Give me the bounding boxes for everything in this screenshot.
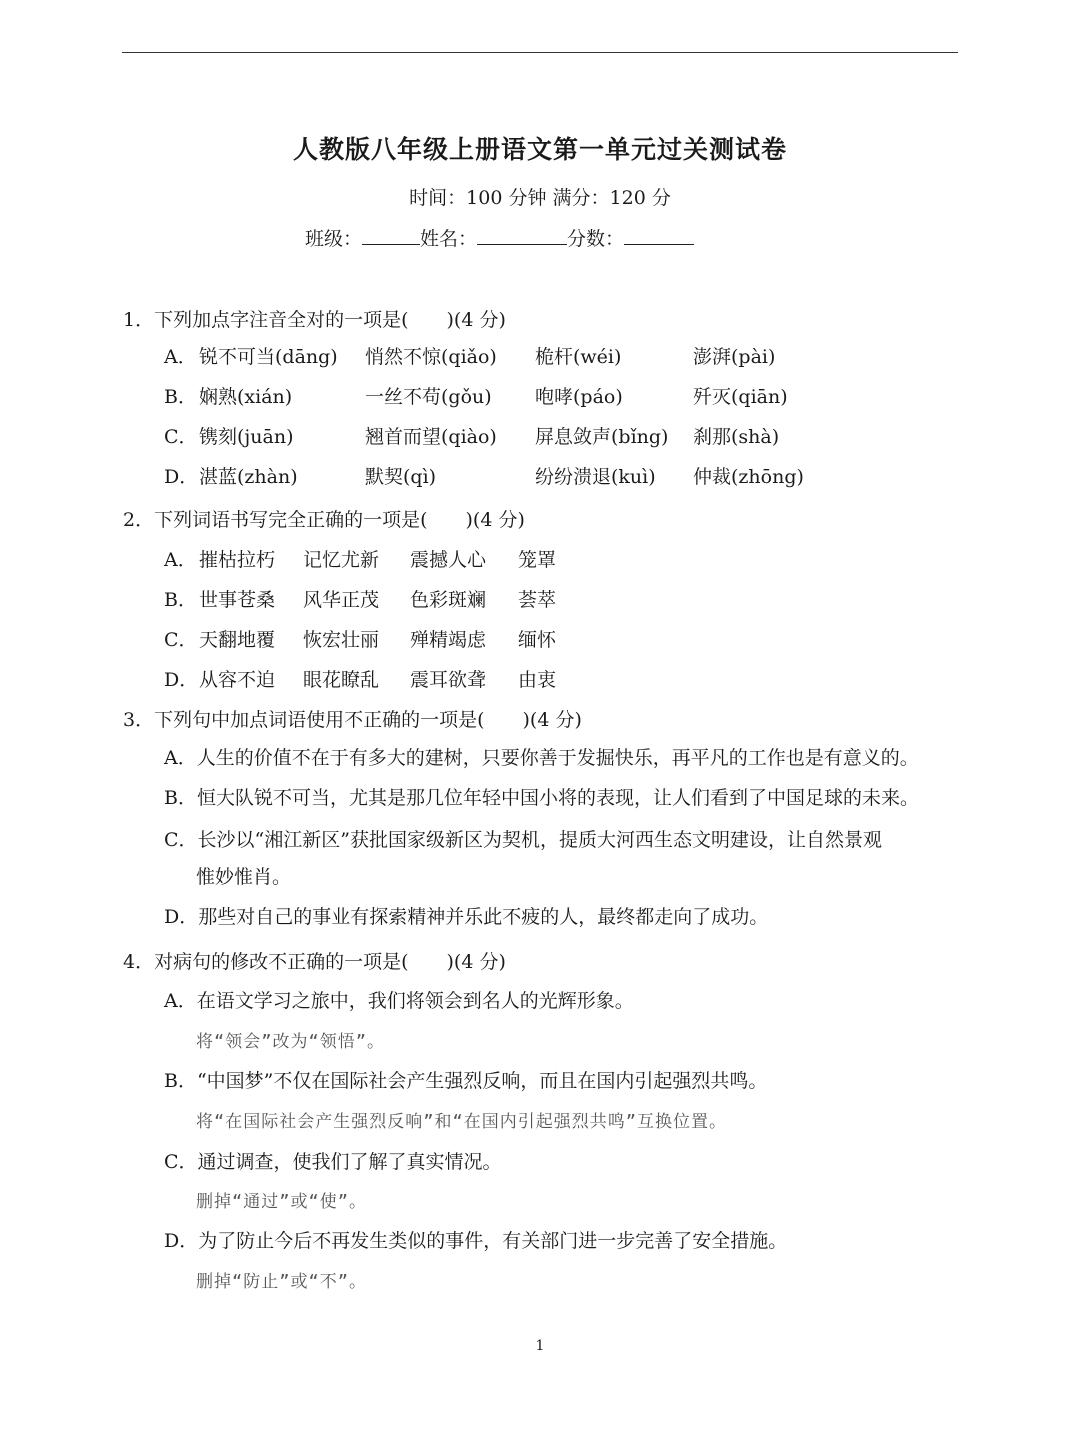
question-4-stem: 4．对病句的修改不正确的一项是( )(4 分) [123,951,506,973]
question-1-option-cell: 一丝不苟(gǒu) [365,386,492,408]
question-4-option-c-fix: 删掉“通过”或“使”。 [196,1192,367,1212]
question-2-option-cell: 殚精竭虑 [410,629,487,651]
question-1-option-cell: 仲裁(zhōng) [693,466,804,488]
question-1-option-cell: 悄然不惊(qiǎo) [365,346,497,368]
class-label: 班级： [305,228,363,250]
question-4-option-b-fix: 将“在国际社会产生强烈反响”和“在国内引起强烈共鸣”互换位置。 [196,1112,727,1132]
question-2-option-cell: 震耳欲聋 [410,669,487,691]
question-1-option-cell: 锐不可当(dāng) [199,346,338,368]
question-4-option-c: C．通过调查，使我们了解了真实情况。 [164,1151,502,1173]
question-1-option-letter: C． [164,426,198,448]
question-4-option-b: B．“中国梦”不仅在国际社会产生强烈反响，而且在国内引起强烈共鸣。 [164,1070,768,1092]
question-2-option-cell: 缅怀 [518,629,557,651]
time-score-line: 时间：100 分钟 满分：120 分 [409,187,671,209]
question-1-option-cell: 咆哮(páo) [535,386,623,408]
score-label: 分数： [567,228,625,250]
question-2-option-cell: 风华正茂 [303,589,380,611]
question-2-option-cell: 世事苍桑 [199,589,276,611]
question-2-option-letter: C． [164,629,198,651]
question-1-option-cell: 翘首而望(qiào) [365,426,497,448]
name-blank[interactable] [477,226,567,245]
question-3-stem: 3．下列句中加点词语使用不正确的一项是( )(4 分) [123,709,582,731]
question-1-option-cell: 刹那(shà) [693,426,780,448]
name-label: 姓名： [420,228,478,250]
question-2-option-cell: 笼罩 [518,549,557,571]
question-2-option-cell: 震撼人心 [410,549,487,571]
question-1-option-letter: D． [164,466,199,488]
question-4-option-d: D．为了防止今后不再发生类似的事件，有关部门进一步完善了安全措施。 [164,1230,788,1252]
question-3-option-a: A．人生的价值不在于有多大的建树，只要你善于发掘快乐，再平凡的工作也是有意义的。 [164,747,919,769]
question-2-option-cell: 恢宏壮丽 [303,629,380,651]
question-3-option-c-line2: 惟妙惟肖。 [196,866,292,888]
question-1-option-cell: 纷纷溃退(kuì) [535,466,656,488]
question-1-option-cell: 镌刻(juān) [199,426,294,448]
question-1-option-cell: 默契(qì) [365,466,437,488]
question-3-option-c-line1: C．长沙以“湘江新区”获批国家级新区为契机，提质大河西生态文明建设，让自然景观 [164,829,882,851]
student-info-line [305,224,694,251]
question-2-stem: 2．下列词语书写完全正确的一项是( )(4 分) [123,509,525,531]
question-1-option-letter: A． [164,346,197,368]
question-1-option-cell: 歼灭(qiān) [693,386,788,408]
question-2-option-cell: 由衷 [518,669,557,691]
question-4-option-a-fix: 将“领会”改为“领悟”。 [196,1032,385,1052]
question-1-option-letter: B． [164,386,197,408]
question-2-option-letter: D． [164,669,199,691]
question-2-option-letter: A． [164,549,197,571]
question-2-option-letter: B． [164,589,197,611]
question-3-option-d: D．那些对自己的事业有探索精神并乐此不疲的人，最终都走向了成功。 [164,906,769,928]
question-2-option-cell: 天翻地覆 [199,629,276,651]
question-1-option-cell: 娴熟(xián) [199,386,293,408]
question-2-option-cell: 从容不迫 [199,669,276,691]
question-3-option-b: B．恒大队锐不可当，尤其是那几位年轻中国小将的表现，让人们看到了中国足球的未来。 [164,787,919,809]
score-blank[interactable] [624,226,694,245]
question-1-option-cell: 湛蓝(zhàn) [199,466,298,488]
question-1-option-cell: 桅杆(wéi) [535,346,622,368]
page-number: 1 [535,1338,545,1354]
question-1-option-cell: 屏息敛声(bǐng) [535,426,669,448]
top-rule [122,52,958,53]
question-2-option-cell: 记忆尤新 [303,549,380,571]
question-4-option-a: A．在语文学习之旅中，我们将领会到名人的光辉形象。 [164,990,634,1012]
question-2-option-cell: 荟萃 [518,589,557,611]
class-blank[interactable] [362,226,420,245]
question-4-option-d-fix: 删掉“防止”或“不”。 [196,1272,367,1292]
question-1-stem: 1．下列加点字注音全对的一项是( )(4 分) [123,309,506,331]
question-2-option-cell: 眼花瞭乱 [303,669,380,691]
question-1-option-cell: 澎湃(pài) [693,346,776,368]
question-2-option-cell: 摧枯拉朽 [199,549,276,571]
page-title: 人教版八年级上册语文第一单元过关测试卷 [292,135,787,164]
question-2-option-cell: 色彩斑斓 [410,589,487,611]
